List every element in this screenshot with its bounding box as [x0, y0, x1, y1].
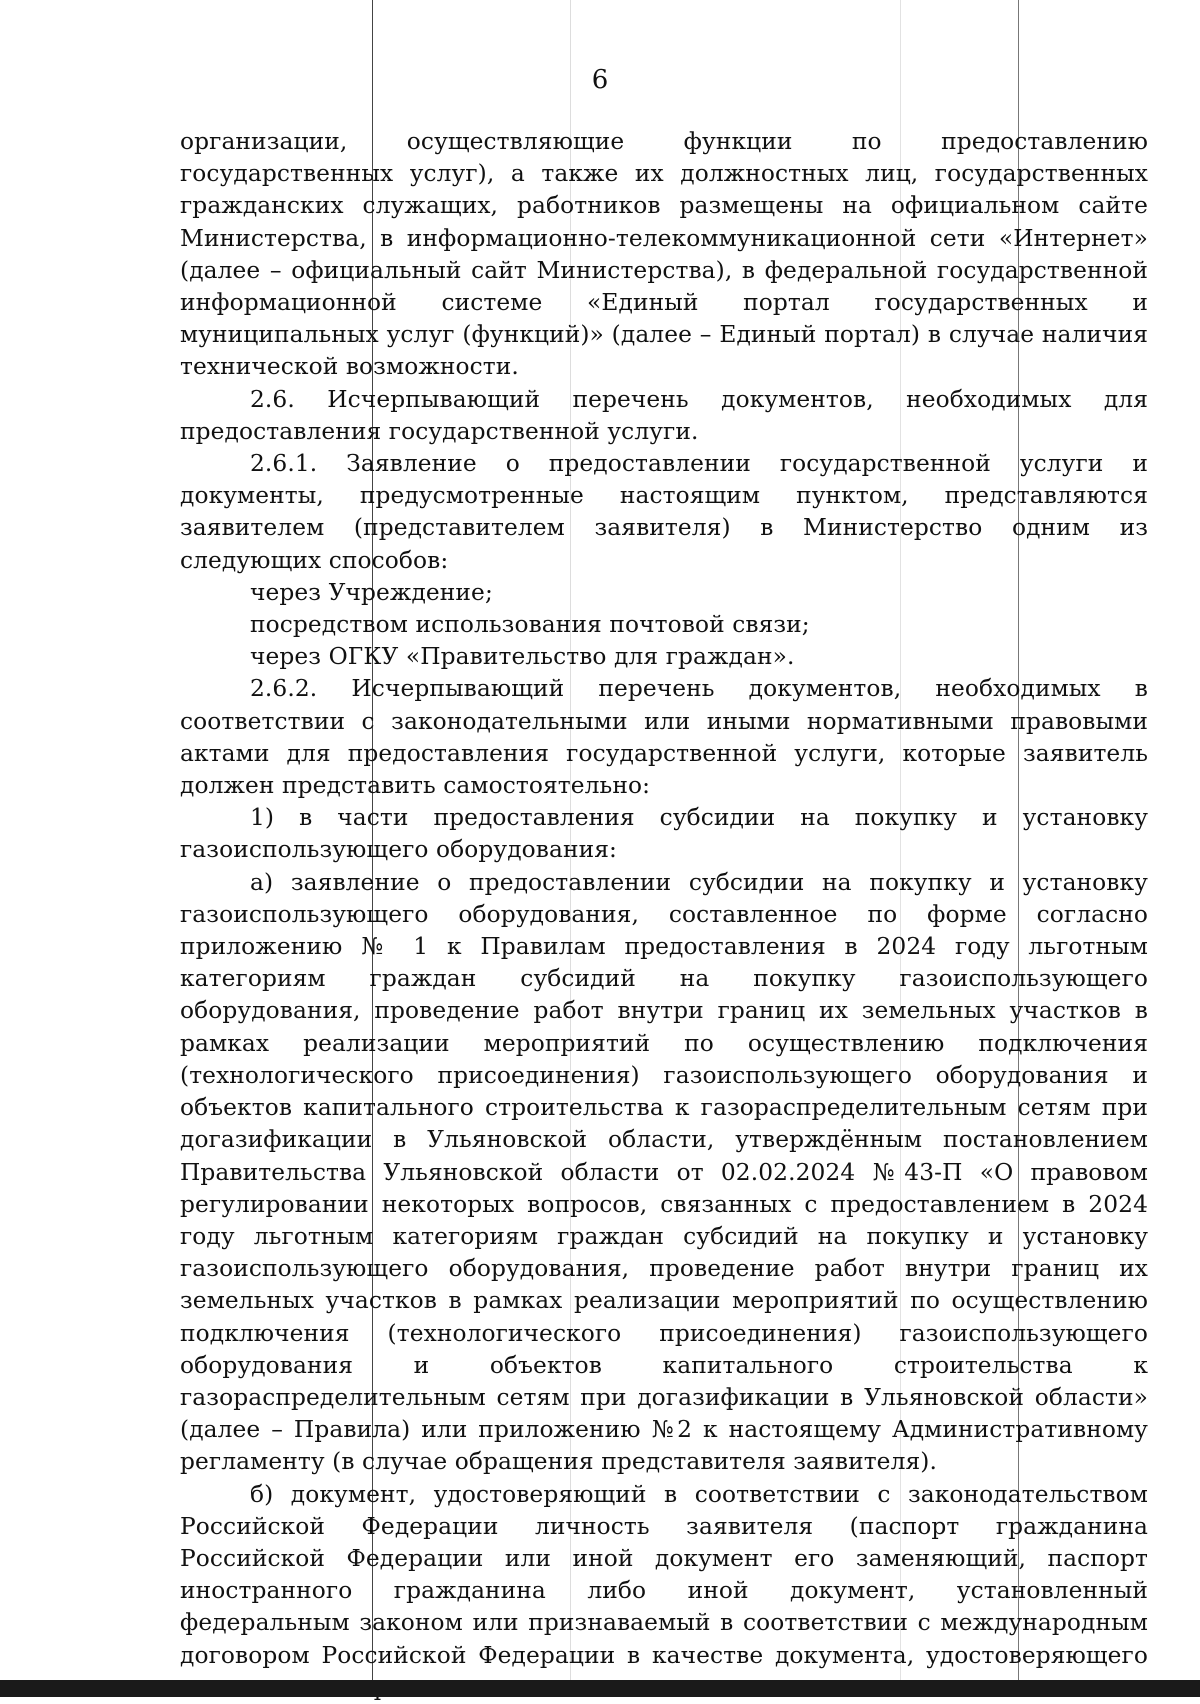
document-body — [180, 126, 1148, 1704]
scan-bottom-edge — [0, 1680, 1200, 1697]
paragraph-item-b: б) документ, удостоверяющий в соответствии с законодательством Российской Федерации личность заявителя (паспорт гражданина Российской Федерации или иной документ его заменяющий, паспорт иностранного гражданина либо иной документ, установленный федеральным законом или признаваемый в соответствии с международным договором Российской Федерации в качестве документа, удостоверяющего — [180, 1480, 1148, 1669]
paragraph-2-6-1: 2.6.1. Заявление о предоставлении государственной услуги и документы, предусмотренные настоящим пунктом, представляются заявителем (представителем заявителя) в Министерство одним из следующих способов: — [180, 450, 1148, 574]
list-item-method: через Учреждение; — [250, 578, 493, 606]
page-number: 6 — [591, 65, 609, 95]
paragraph-item-1: 1) в части предоставления субсидии на покупку и установку газоиспользующего оборудования: — [180, 804, 1148, 864]
paragraph-item-a: а) заявление о предоставлении субсидии на покупку и установку газоиспользующего оборудования, составленное по форме согласно приложению № 1 к Правилам предоставления в 2024 году льготным категориям граждан субсидий на покупку газоиспользующего оборудования, проведение работ внутри границ их земельных участков в рамках реализации мероприятий по осуществлению подключения (технологического присоединения) газоиспользующего оборудования и объектов капитального строительства к газораспределительным сетям при догазификации в Ульяновской области, утверждённым постановлением Правительства Ульяновской области от 02.02.2024 №43-П «О правовом регулировании некоторых вопросов, связанных с предоставлением в 2024 году льготным категориям граждан субсидий на покупку и установку газоиспользующего оборудования, проведение работ внутри границ их земельных участков в рамках реализации мероприятий по осуществлению подключения (технологического присоединения) газоиспользующего оборудования и объектов капитального строительства к газораспределительным сетям при догазификации в Ульяновской области» (далее – Правила) или приложению №2 к настоящему Административному регламенту (в случае обращения представителя заявителя). — [180, 868, 1148, 1476]
paragraph-continuation: организации, осуществляющие функции по предоставлению государственных услуг), а также их должностных лиц, государственных гражданских служащих, работников размещены на официальном сайте Министерства, в информационно-телекоммуникационной сети «Интернет» (далее – официальный сайт Министерства), в федеральной государственной информационной системе «Единый портал государственных и муниципальных услуг (функций)» (далее – Единый портал) в случае наличия технической возможности. — [180, 128, 1148, 381]
list-item-method: посредством использования почтовой связи; — [250, 611, 810, 639]
paragraph-2-6-2: 2.6.2. Исчерпывающий перечень документов, необходимых в соответствии с законодательными или иными нормативными правовыми актами для предоставления государственной услуги, которые заявитель должен представить самостоятельно: — [180, 675, 1148, 800]
paragraph-2-6: 2.6. Исчерпывающий перечень документов, необходимых для предоставления государственной услуги. — [180, 385, 1148, 445]
list-item-method: через ОГКУ «Правительство для граждан». — [250, 643, 795, 671]
